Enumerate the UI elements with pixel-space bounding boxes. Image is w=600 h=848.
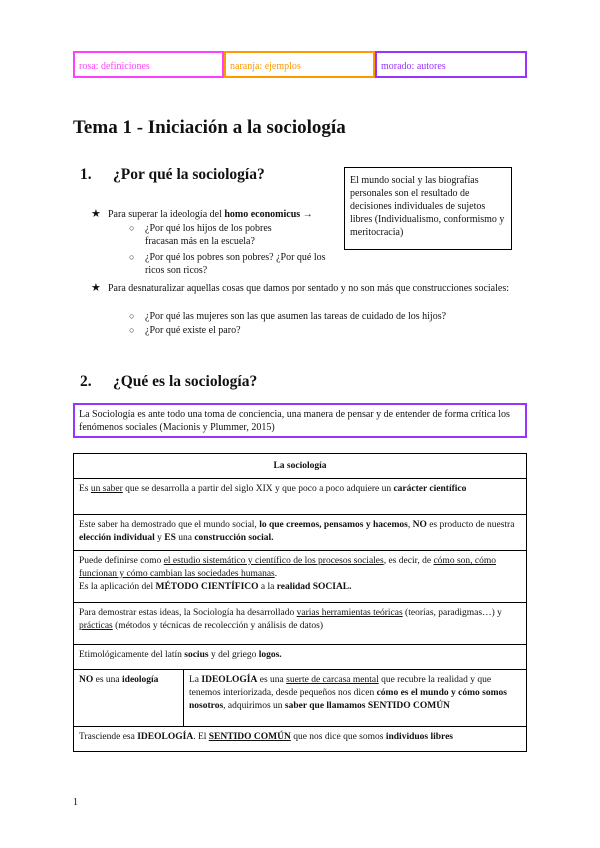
section1-sidebox: El mundo social y las biografías personales son el resultado de decisiones individuales de sujetos libres (Individualismo, conformismo y meritocracia) [344, 167, 512, 250]
section1-heading-text: ¿Por qué la sociología? [113, 166, 265, 183]
bullet2-text: Para desnaturalizar aquellas cosas que damos por sentado y no son más que construcciones sociales: [108, 283, 509, 294]
legend-rosa: rosa: definiciones [73, 51, 224, 78]
section1-number: 1. [80, 166, 92, 183]
table-cell: Etimológicamente del latín socius y del griego logos. [74, 645, 527, 670]
circle-bullet-icon: ○ [129, 325, 135, 335]
star-bullet-icon: ★ [91, 282, 101, 294]
bullet2-sub1: ¿Por qué las mujeres son las que asumen las tareas de cuidado de los hijos? [145, 311, 447, 322]
table-row [74, 603, 527, 645]
section2-number: 2. [80, 373, 92, 390]
page-number: 1 [73, 797, 78, 808]
table-cell: Trasciende esa IDEOLOGÍA. El SENTIDO COMÚN que nos dice que somos individuos libres [74, 727, 527, 752]
arrow-icon: → [302, 209, 313, 220]
bullet1-sub2: ¿Por qué los pobres son pobres? ¿Por qué los ricos son ricos? [145, 252, 326, 276]
legend-morado: morado: autores [375, 51, 527, 78]
table-cell: Puede definirse como el estudio sistemático y científico de los procesos sociales, es decir, de cómo son, cómo funcionan y cómo cambian las sociedades humanas. Es la aplicación del MÉTODO CIENTÍFICO a la realidad SOCIAL. [74, 551, 527, 603]
table-cell: Para demostrar estas ideas, la Sociología ha desarrollado varias herramientas teóricas (teorías, paradigmas…) y prácticas (métodos y técnicas de recolección y análisis de datos) [74, 603, 527, 645]
table-header: La sociología [74, 454, 527, 479]
homo-economicus: homo economicus [224, 209, 301, 220]
table-row [74, 454, 527, 479]
circle-bullet-icon: ○ [129, 311, 135, 321]
bullet2-sub2: ¿Por qué existe el paro? [145, 325, 241, 336]
star-bullet-icon: ★ [91, 208, 101, 220]
table-row [74, 727, 527, 752]
table-row [74, 515, 527, 551]
sociology-table [73, 453, 527, 752]
table-cell: NO es una ideología [74, 670, 184, 727]
table-row [74, 551, 527, 603]
table-row [74, 670, 527, 727]
circle-bullet-icon: ○ [129, 252, 135, 262]
bullet1-sub1: ¿Por qué los hijos de los pobres fracasan más en la escuela? [145, 223, 272, 247]
color-legend [73, 51, 527, 78]
section2-heading-text: ¿Qué es la sociología? [113, 373, 258, 390]
table-cell: Es un saber que se desarrolla a partir del siglo XIX y que poco a poco adquiere un carácter científico [74, 479, 527, 515]
bullet1-text: Para superar la ideología del homo economicus → [108, 209, 313, 220]
section2-heading [80, 373, 257, 391]
section1-heading [80, 166, 265, 184]
table-cell: Este saber ha demostrado que el mundo social, lo que creemos, pensamos y hacemos, NO es producto de nuestra elección individual y ES una construcción social. [74, 515, 527, 551]
table-cell: La IDEOLOGÍA es una suerte de carcasa mental que recubre la realidad y que tenemos interiorizada, desde pequeños nos dicen cómo es el mundo y cómo somos nosotros, adquirimos un saber que llamamos SENTIDO COMÚN [184, 670, 527, 727]
page-title: Tema 1 - Iniciación a la sociología [73, 117, 346, 138]
circle-bullet-icon: ○ [129, 223, 135, 233]
table-row [74, 479, 527, 515]
table-row [74, 645, 527, 670]
definition-box: La Sociología es ante todo una toma de conciencia, una manera de pensar y de entender de forma crítica los fenómenos sociales (Macionis y Plummer, 2015) [73, 403, 527, 438]
legend-naranja: naranja: ejemplos [224, 51, 375, 78]
